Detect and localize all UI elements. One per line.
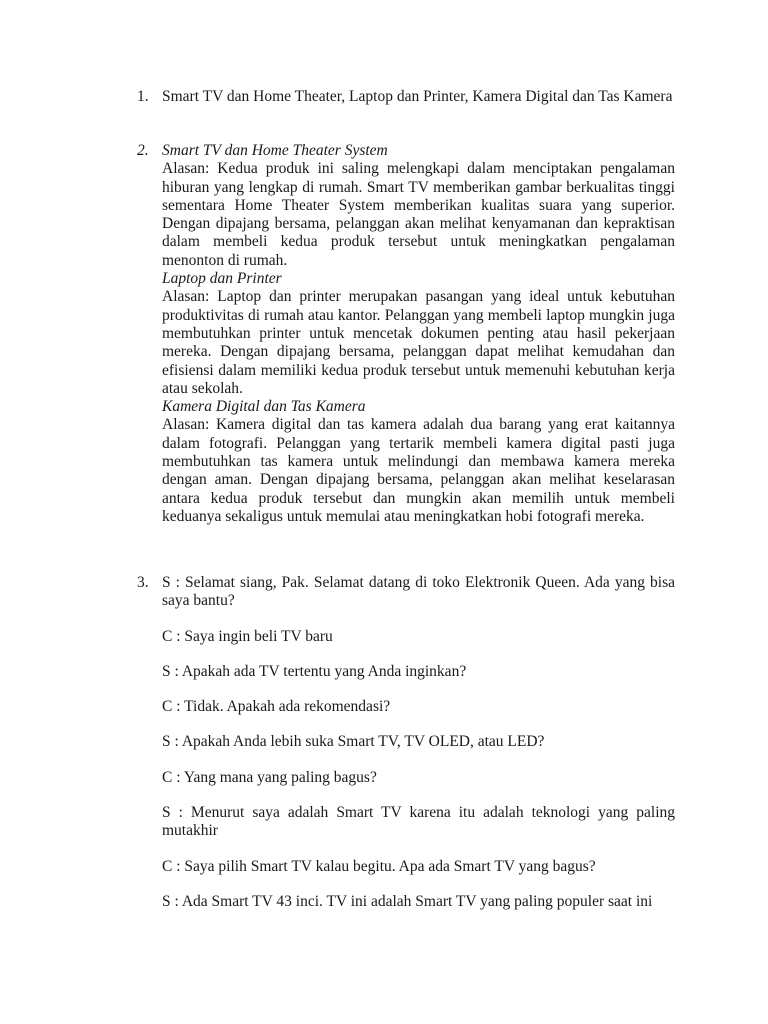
section-reason: Alasan: Kamera digital dan tas kamera adalah dua barang yang erat kaitannya dalam fotografi. Pelanggan yang tertarik membeli kamera digital pasti juga membutuhkan tas kamera untuk melindungi dan membawa kamera mereka dengan aman. Dengan dipajang bersama, pelanggan akan melihat keselarasan antara kedua produk tersebut dan mungkin akan memilih untuk membeli keduanya sekaligus untuk memulai atau meningkatkan hobi fotografi mereka. — [162, 416, 675, 525]
dialog-line: C : Saya pilih Smart TV kalau begitu. Apa ada Smart TV yang bagus? — [162, 857, 596, 875]
list-item-2 — [137, 142, 675, 526]
dialog-line: C : Saya ingin beli TV baru — [162, 627, 333, 645]
dialog-line: C : Yang mana yang paling bagus? — [162, 768, 377, 786]
dialog-line: S : Apakah ada TV tertentu yang Anda inginkan? — [162, 662, 467, 680]
list-number: 1. — [137, 88, 149, 105]
list-item-3 — [137, 574, 675, 928]
dialog-line: S : Apakah Anda lebih suka Smart TV, TV OLED, atau LED? — [162, 733, 545, 751]
list-item-1 — [137, 88, 675, 106]
list-item-content — [162, 142, 675, 526]
list-number: 2. — [137, 142, 149, 159]
list-number: 3. — [137, 574, 149, 591]
section-heading: Smart TV dan Home Theater System — [162, 142, 388, 159]
dialog-content — [162, 574, 675, 911]
answer-1-text: Smart TV dan Home Theater, Laptop dan Printer, Kamera Digital dan Tas Kamera — [162, 88, 673, 105]
dialog-line: S : Selamat siang, Pak. Selamat datang di toko Elektronik Queen. Ada yang bisa saya bantu? — [162, 574, 675, 610]
section-heading: Kamera Digital dan Tas Kamera — [162, 398, 366, 416]
section-reason: Alasan: Kedua produk ini saling melengkapi dalam menciptakan pengalaman hiburan yang lengkap di rumah. Smart TV memberikan gambar berkualitas tinggi sementara Home Theater System memberikan kualitas suara yang superior. Dengan dipajang bersama, pelanggan akan melihat kenyamanan dan kepraktisan dalam membeli kedua produk tersebut untuk meningkatkan pengalaman menonton di rumah. — [162, 160, 675, 269]
dialog-line: S : Menurut saya adalah Smart TV karena itu adalah teknologi yang paling mutakhir — [162, 804, 675, 840]
dialog-line: S : Ada Smart TV 43 inci. TV ini adalah Smart TV yang paling populer saat ini — [162, 892, 653, 910]
list-item-text — [162, 88, 675, 106]
section-reason: Alasan: Laptop dan printer merupakan pasangan yang ideal untuk kebutuhan produktivitas di rumah atau kantor. Pelanggan yang membeli laptop mungkin juga membutuhkan printer untuk mencetak dokumen penting atau hasil pekerjaan mereka. Dengan dipajang bersama, pelanggan dapat melihat kemudahan dan efisiensi dalam memiliki kedua produk tersebut untuk memenuhi kebutuhan kerja atau sekolah. — [162, 288, 675, 397]
dialog-line: C : Tidak. Apakah ada rekomendasi? — [162, 698, 391, 716]
section-heading: Laptop dan Printer — [162, 270, 282, 288]
